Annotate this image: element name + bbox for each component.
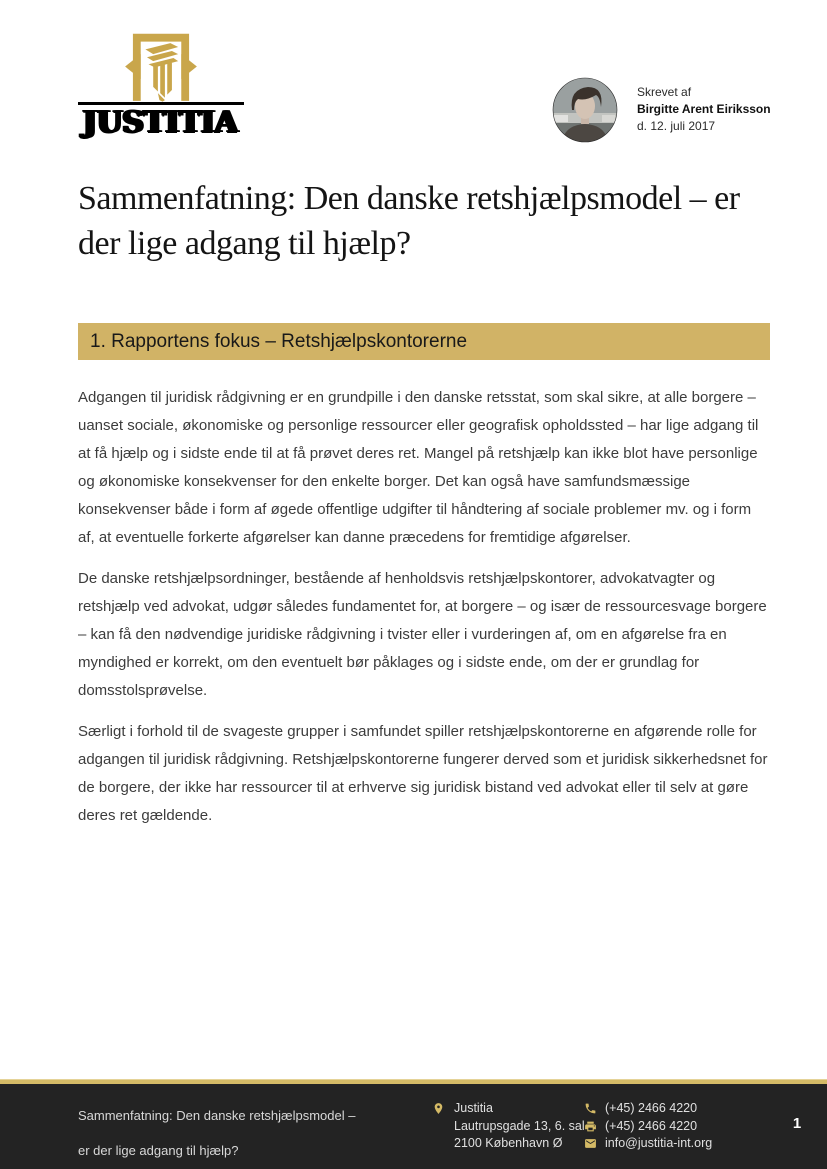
author-block bbox=[552, 77, 771, 143]
footer-address bbox=[432, 1100, 585, 1153]
org-name: Justitia bbox=[454, 1101, 493, 1115]
logo-wordmark: JUSTITIA bbox=[81, 105, 237, 140]
org-street: Lautrupsgade 13, 6. sal bbox=[454, 1118, 585, 1133]
footer-address-text bbox=[454, 1100, 585, 1153]
justitia-logo bbox=[78, 26, 244, 144]
footer-doc-title-line1: Sammenfatning: Den danske retshjælpsmodel – bbox=[78, 1108, 356, 1123]
fax-icon bbox=[584, 1120, 597, 1133]
contact-row-fax bbox=[584, 1118, 712, 1136]
footer-doc-title-line2: er der lige adgang til hjælp? bbox=[78, 1143, 239, 1158]
page-number: 1 bbox=[792, 1115, 802, 1132]
section-heading: 1. Rapportens fokus – Retshjælpskontorerne bbox=[90, 330, 468, 352]
page-title-line2: der lige adgang til hjælp? bbox=[78, 225, 411, 262]
email-icon bbox=[584, 1137, 597, 1150]
phone-number: (+45) 2466 4220 bbox=[605, 1101, 698, 1115]
page-title-line1: Sammenfatning: Den danske retshjælpsmodel – er bbox=[78, 180, 740, 217]
phone-icon bbox=[584, 1102, 597, 1115]
section-heading-bar bbox=[78, 323, 770, 360]
author-photo bbox=[552, 77, 618, 143]
paragraph: Adgangen til juridisk rådgivning er en grundpille i den danske retsstat, som skal sikre, at alle borgere – uanset sociale, økonomiske og personlige ressourcer eller geografisk opholdssted – har lige adgang til at få hjælp og i sidste ende til at få prøvet deres ret. Mangel på retshjælp kan ikke blot have personlige og økonomiske konsekvenser for den enkelte borger. Det kan også have samfundsmæssige konsekvenser både i form af øgede offentlige udgifter til håndtering af sociale problemer mv. og i form af, at eventuelle forkerte afgørelser kan danne præcedens for fremtidige afgørelser. bbox=[78, 389, 759, 546]
email-address: info@justitia-int.org bbox=[605, 1136, 713, 1150]
body-text bbox=[78, 384, 770, 843]
footer-contacts bbox=[584, 1100, 712, 1153]
contact-row-email bbox=[584, 1135, 712, 1153]
justitia-emblem-icon bbox=[121, 26, 201, 104]
footer bbox=[0, 1084, 827, 1169]
author-name: Birgitte Arent Eiriksson bbox=[637, 102, 771, 116]
paragraph: De danske retshjælpsordninger, bestående af henholdsvis retshjælpskontorer, advokatvagter og retshjælp ved advokat, udgør således fundamentet for, at borgere – og især de ressourcesvage borgere – kan få den nødvendige juridiske rådgivning i tvister eller i vurderingen af, om en afgørelse fra en myndighed er korrekt, om den eventuelt bør påklages og i sidste ende, om der er grundlag for domsstolsprøvelse. bbox=[78, 570, 767, 699]
page-title bbox=[78, 176, 798, 266]
author-prefix: Skrevet af bbox=[637, 85, 692, 99]
location-pin-icon bbox=[432, 1100, 445, 1117]
org-city: 2100 København Ø bbox=[454, 1136, 563, 1150]
author-date: d. 12. juli 2017 bbox=[637, 119, 716, 133]
fax-number: (+45) 2466 4220 bbox=[605, 1118, 698, 1133]
paragraph: Særligt i forhold til de svageste grupper i samfundet spiller retshjælpskontorerne en afgørende rolle for adgangen til juridisk rådgivning. Retshjælpskontorerne fungerer derved som et juridisk sikkerhedsnet for de borgere, der ikke har ressourcer til at erhverve sig juridisk bistand ved advokat eller til selv at gøre deres ret gældende. bbox=[78, 723, 768, 824]
footer-doc-title bbox=[78, 1098, 355, 1168]
contact-row-phone bbox=[584, 1100, 712, 1118]
author-meta bbox=[637, 77, 771, 143]
